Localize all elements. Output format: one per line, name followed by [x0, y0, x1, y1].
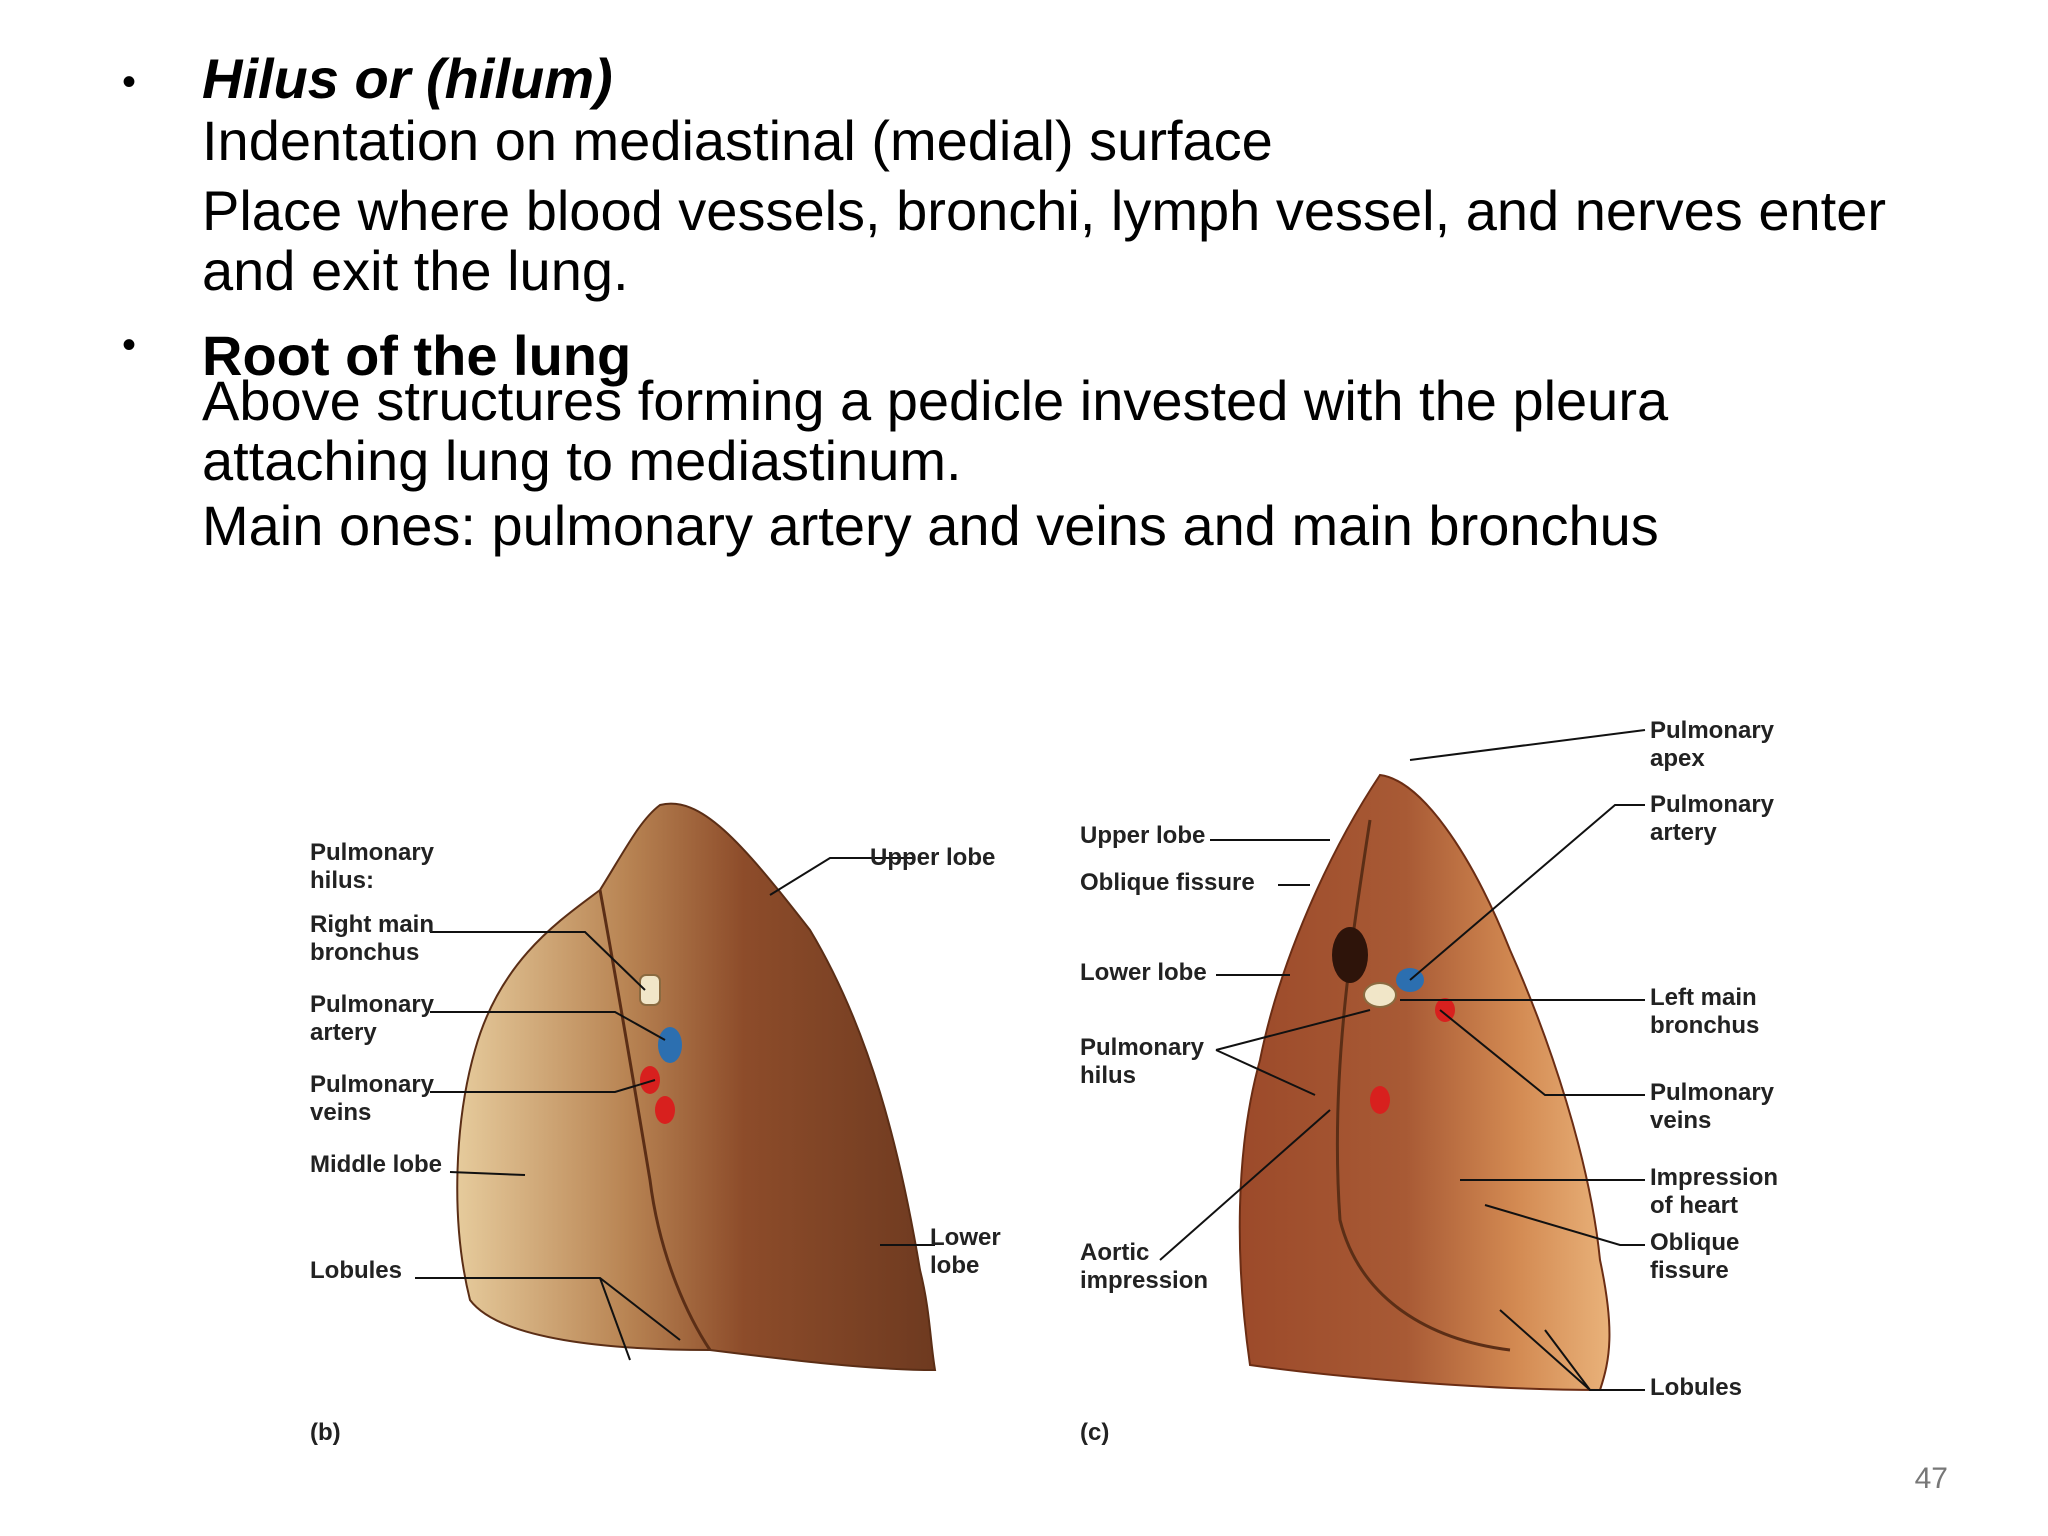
label-b-lower-2: lobe: [930, 1252, 980, 1279]
label-c-oblique-2: fissure: [1650, 1257, 1729, 1284]
lung-b-vein-1: [640, 1066, 660, 1094]
lung-anatomy-figure: [270, 700, 1870, 1480]
label-b-upper-lobe: Upper lobe: [870, 844, 996, 871]
label-b-lobules: Lobules: [310, 1257, 403, 1284]
label-c-heart-1: Impression: [1650, 1164, 1779, 1191]
lung-c-vein-2: [1370, 1086, 1390, 1114]
label-c-apex-1: Pulmonary: [1650, 717, 1775, 744]
lung-b-drawing: [457, 804, 935, 1370]
lung-c-bronchus: [1364, 983, 1396, 1007]
label-c-left-main-2: bronchus: [1650, 1012, 1760, 1039]
label-c-upper-lobe: Upper lobe: [1080, 822, 1206, 849]
heading-hilus: Hilus or (hilum): [202, 47, 613, 110]
label-b-pulm-artery-1: Pulmonary: [310, 991, 435, 1018]
label-c-artery-1: Pulmonary: [1650, 791, 1775, 818]
label-c-left-main-1: Left main: [1650, 984, 1757, 1011]
lung-c-shape: [1240, 775, 1610, 1390]
lung-b-shape: [457, 804, 935, 1370]
lung-b-artery: [658, 1027, 682, 1063]
lung-b-vein-2: [655, 1096, 675, 1124]
label-b-pulm-veins-2: veins: [310, 1099, 372, 1126]
label-c-artery-2: artery: [1650, 819, 1717, 846]
label-b-lower-1: Lower: [930, 1224, 1001, 1251]
text-hilus-line3: and exit the lung.: [202, 239, 629, 302]
label-c-lobules: Lobules: [1650, 1374, 1743, 1401]
heading-root: Root of the lung: [202, 324, 632, 387]
label-c-oblique-fissure: Oblique fissure: [1080, 869, 1255, 896]
label-b-middle-lobe: Middle lobe: [310, 1151, 442, 1178]
page-number: 47: [1914, 1462, 1948, 1495]
panel-label-c: (c): [1080, 1419, 1110, 1446]
text-hilus-line1: Indentation on mediastinal (medial) surface: [202, 109, 1273, 172]
label-c-veins-2: veins: [1650, 1107, 1712, 1134]
label-b-pulm-artery-2: artery: [310, 1019, 377, 1046]
label-c-aortic-1: Aortic: [1080, 1239, 1150, 1266]
label-c-heart-2: of heart: [1650, 1192, 1739, 1219]
label-b-hilus-2: hilus:: [310, 867, 374, 894]
text-root-line1: Above structures forming a pedicle invested with the pleura: [202, 369, 1669, 432]
label-b-right-main-2: bronchus: [310, 939, 420, 966]
label-b-hilus-1: Pulmonary: [310, 839, 435, 866]
label-c-aortic-2: impression: [1080, 1267, 1209, 1294]
label-b-pulm-veins-1: Pulmonary: [310, 1071, 435, 1098]
label-c-hilus-2: hilus: [1080, 1062, 1137, 1089]
label-c-apex-2: apex: [1650, 745, 1705, 772]
text-hilus-line2: Place where blood vessels, bronchi, lymph vessel, and nerves enter: [202, 179, 1886, 242]
bullet-hilus: •: [122, 60, 137, 104]
bullet-root: •: [122, 323, 137, 367]
label-c-lower-lobe: Lower lobe: [1080, 959, 1207, 986]
lung-c-vein-1: [1435, 998, 1455, 1022]
label-c-hilus-1: Pulmonary: [1080, 1034, 1205, 1061]
panel-label-b: (b): [310, 1419, 341, 1446]
lung-c-dark-spot: [1332, 927, 1368, 983]
label-b-right-main-1: Right main: [310, 911, 434, 938]
label-c-oblique-1: Oblique: [1650, 1229, 1740, 1256]
text-root-line3: Main ones: pulmonary artery and veins and main bronchus: [202, 494, 1659, 557]
label-c-veins-1: Pulmonary: [1650, 1079, 1775, 1106]
lung-c-drawing: [1240, 775, 1610, 1390]
lung-b-bronchus: [640, 975, 660, 1005]
text-root-line2: attaching lung to mediastinum.: [202, 429, 962, 492]
